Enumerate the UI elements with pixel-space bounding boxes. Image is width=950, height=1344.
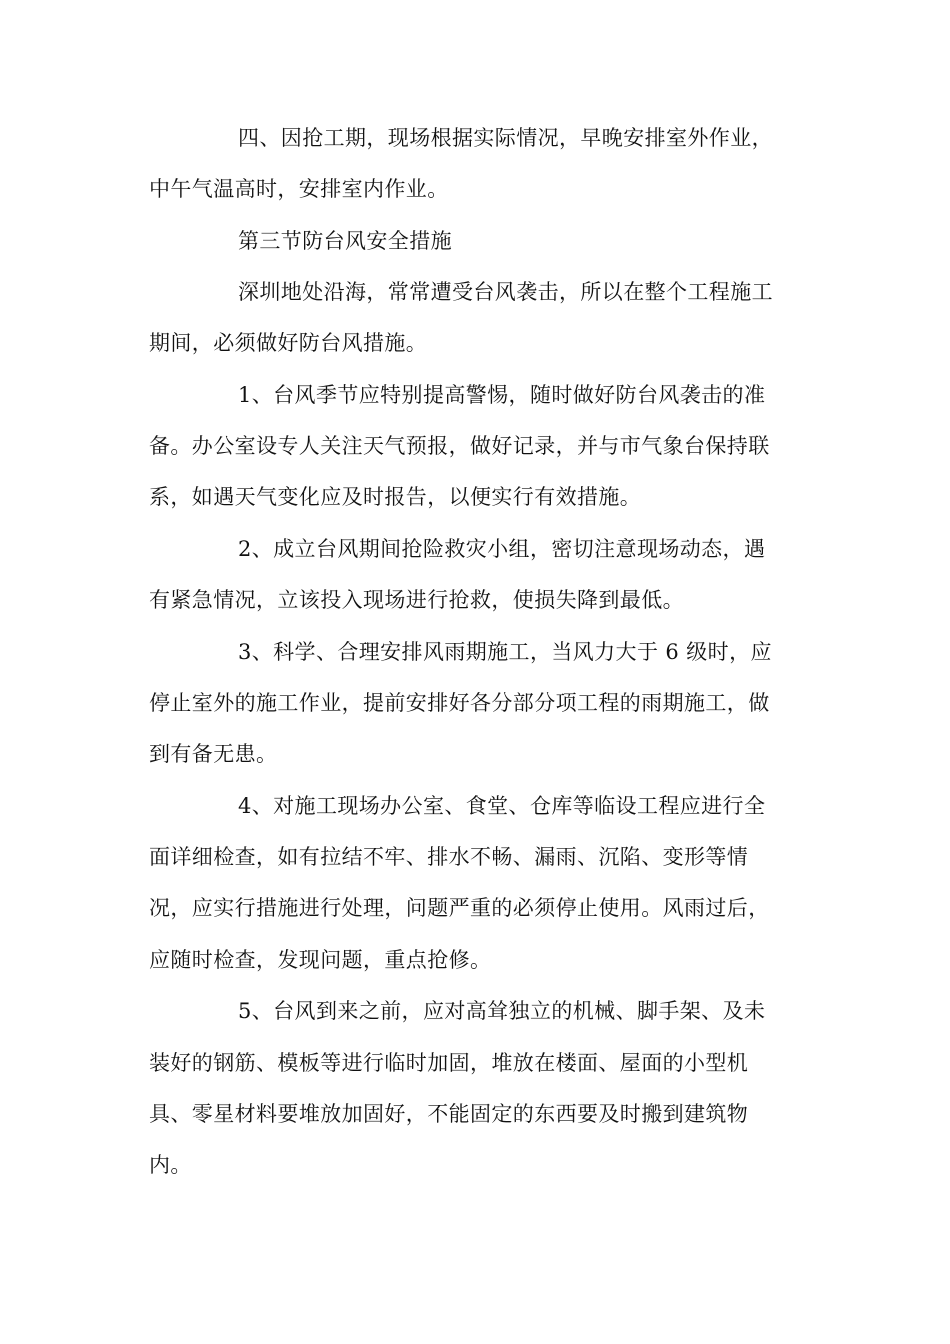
paragraph-line: 深圳地处沿海，常常遭受台风袭击，所以在整个工程施工 bbox=[238, 280, 773, 304]
paragraph-line: 面详细检查，如有拉结不牢、排水不畅、漏雨、沉陷、变形等情 bbox=[149, 845, 749, 869]
paragraph-line: 停止室外的施工作业，提前安排好各分部分项工程的雨期施工，做 bbox=[149, 691, 770, 715]
section-heading: 第三节防台风安全措施 bbox=[238, 229, 452, 253]
paragraph-line: 具、零星材料要堆放加固好，不能固定的东西要及时搬到建筑物 bbox=[149, 1102, 749, 1126]
paragraph-line: 到有备无患。 bbox=[149, 742, 278, 766]
paragraph-line: 期间，必须做好防台风措施。 bbox=[149, 331, 428, 355]
paragraph-line: 况，应实行措施进行处理，问题严重的必须停止使用。风雨过后， bbox=[149, 896, 770, 920]
paragraph-line: 装好的钢筋、模板等进行临时加固，堆放在楼面、屋面的小型机 bbox=[149, 1051, 749, 1075]
paragraph-line: 四、因抢工期，现场根据实际情况，早晚安排室外作业， bbox=[238, 126, 773, 150]
paragraph-line: 内。 bbox=[149, 1153, 192, 1177]
paragraph-line: 中午气温高时，安排室内作业。 bbox=[149, 177, 449, 201]
paragraph-line: 2、成立台风期间抢险救灾小组，密切注意现场动态，遇 bbox=[238, 537, 766, 561]
paragraph-line: 系，如遇天气变化应及时报告，以便实行有效措施。 bbox=[149, 485, 642, 509]
paragraph-line: 4、对施工现场办公室、食堂、仓库等临设工程应进行全 bbox=[238, 794, 766, 818]
paragraph-line: 有紧急情况，立该投入现场进行抢救，使损失降到最低。 bbox=[149, 588, 684, 612]
paragraph-line: 3、科学、合理安排风雨期施工，当风力大于 6 级时，应 bbox=[238, 640, 772, 664]
paragraph-line: 备。办公室设专人关注天气预报，做好记录，并与市气象台保持联 bbox=[149, 434, 770, 458]
paragraph-line: 应随时检查，发现问题，重点抢修。 bbox=[149, 948, 492, 972]
paragraph-line: 5、台风到来之前，应对高耸独立的机械、脚手架、及未 bbox=[238, 999, 766, 1023]
paragraph-line: 1、台风季节应特别提高警惕，随时做好防台风袭击的准 bbox=[238, 383, 766, 407]
